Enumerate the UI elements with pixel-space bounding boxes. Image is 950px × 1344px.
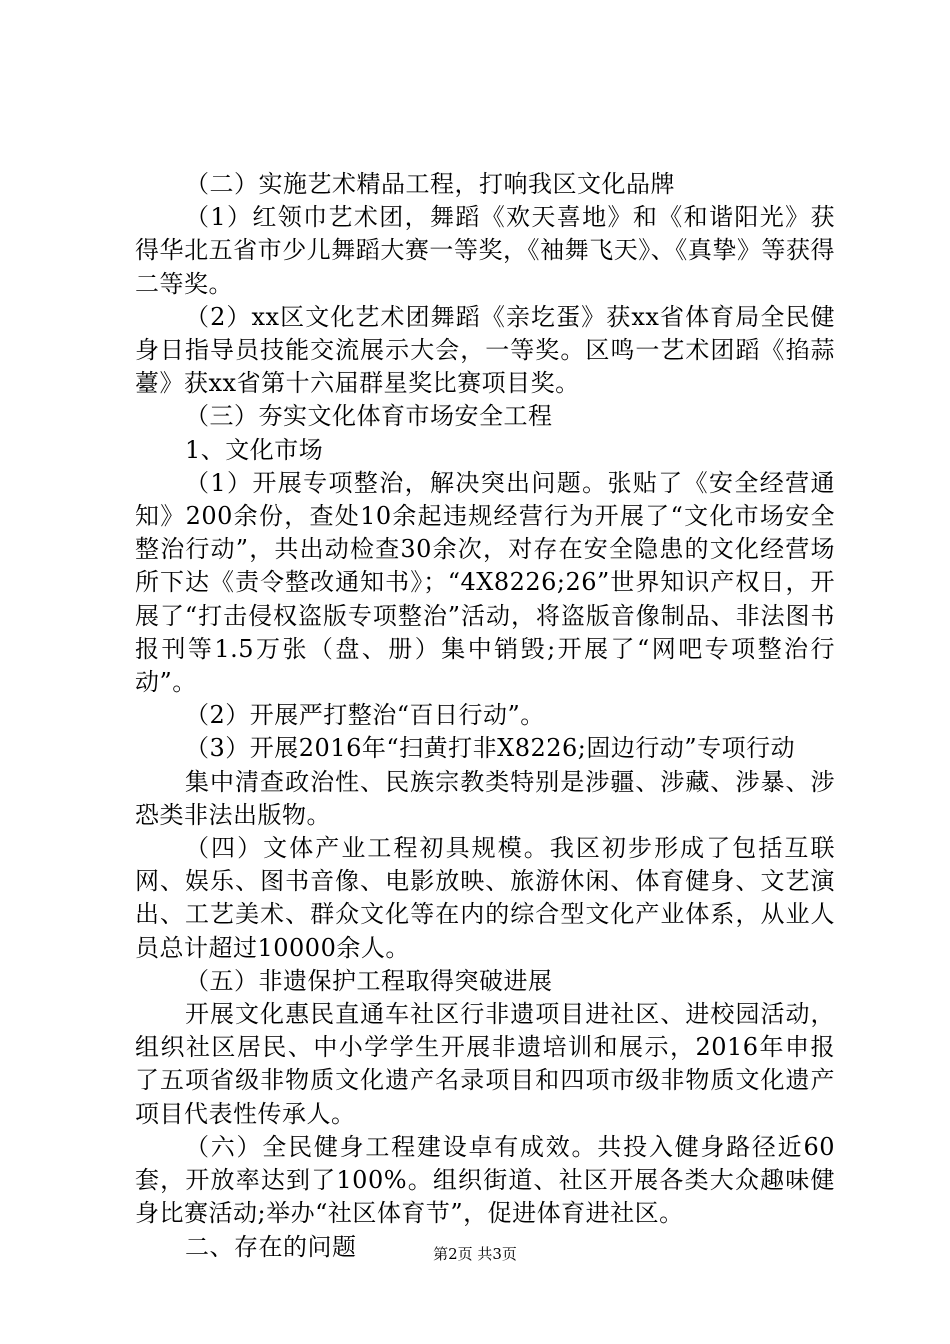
section-heading-problems: 二、存在的问题 (185, 1232, 357, 1261)
document-body (135, 168, 835, 1264)
paragraph-award-2: （2）xx区文化艺术团舞蹈《亲圪蛋》获xx省体育局全民健身日指导员技能交流展示大会，一等奖。区鸣一艺术团蹈《掐蒜薹》获xx省第十六届群星奖比赛项目奖。 (135, 302, 835, 398)
section-heading-6: （六）全民健身工程建设卓有成效。共投入健身路径近60套，开放率达到了100%。组织街道、社区开展各类大众趣味健身比赛活动;举办“社区体育节”，促进体育进社区。 (135, 1132, 835, 1228)
section-heading-4: （四）文体产业工程初具规模。我区初步形成了包括互联网、娱乐、图书音像、电影放映、旅游休闲、体育健身、文艺演出、工艺美术、群众文化等在内的综合型文化产业体系，从业人员总计超过10000余人。 (135, 834, 835, 962)
section-heading-2: （二）实施艺术精品工程，打响我区文化品牌 (185, 170, 675, 198)
page-number-footer: 第2页 共3页 (433, 1245, 517, 1263)
section-heading-5: （五）非遗保护工程取得突破进展 (185, 966, 553, 995)
paragraph-special-rectification: （1）开展专项整治，解决突出问题。张贴了《安全经营通知》200余份，查处10余起违规经营行为开展了“文化市场安全整治行动”，共出动检查30余次，对存在安全隐患的文化经营场所下达《责令整改通知书》；“4X8226;26”世界知识产权日，开展了“打击侵权盗版专项整治”活动，将盗版音像制品、非法图书报刊等1.5万张（盘、册）集中销毁;开展了“网吧专项整治行动”。 (135, 468, 835, 697)
paragraph-anti-porn-action: （3）开展2016年“扫黄打非X8226;固边行动”专项行动 (185, 734, 796, 763)
paragraph-illegal-publications: 集中清查政治性、民族宗教类特别是涉疆、涉藏、涉暴、涉恐类非法出版物。 (135, 767, 835, 829)
paragraph-hundred-day-action: （2）开展严打整治“百日行动”。 (185, 701, 545, 730)
subheading-culture-market: 1、文化市场 (185, 435, 324, 464)
paragraph-intangible-heritage: 开展文化惠民直通车社区行非遗项目进社区、进校园活动，组织社区居民、中小学学生开展非遗培训和展示，2016年申报了五项省级非物质文化遗产名录项目和四项市级非物质文化遗产项目代表性传承人。 (135, 1000, 835, 1128)
section-heading-3: （三）夯实文化体育市场安全工程 (185, 402, 553, 431)
paragraph-award-1: （1）红领巾艺术团，舞蹈《欢天喜地》和《和谐阳光》获得华北五省市少儿舞蹈大赛一等奖，《袖舞飞天》、《真挚》等获得二等奖。 (135, 203, 835, 298)
